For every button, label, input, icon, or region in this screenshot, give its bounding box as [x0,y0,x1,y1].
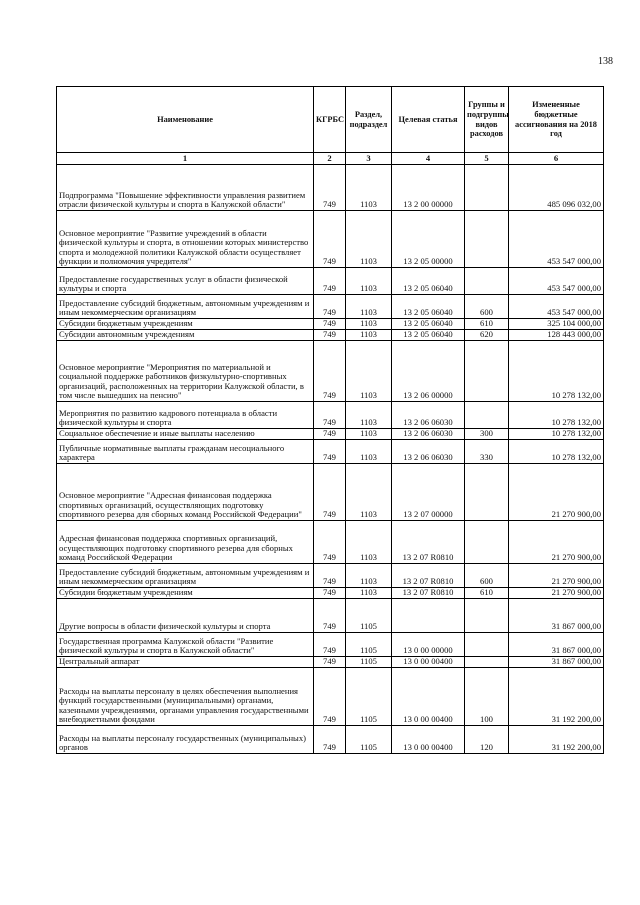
row-kgrbs: 749 [314,726,346,754]
table-row [57,440,604,464]
row-name: Мероприятия по развитию кадрового потенциала в области физической культуры и спорта [57,402,314,429]
column-index: 4 [392,153,465,165]
row-amount: 31 867 000,00 [509,633,604,657]
row-target-article: 13 2 05 06040 [392,319,465,330]
row-kgrbs: 749 [314,564,346,588]
row-name: Предоставление государственных услуг в области физической культуры и спорта [57,268,314,295]
row-kgrbs: 749 [314,211,346,268]
table-row [57,330,604,341]
row-target-article: 13 2 05 06040 [392,268,465,295]
table-row [57,319,604,330]
table-row [57,564,604,588]
row-expense-group [465,268,509,295]
row-expense-group [465,599,509,633]
row-target-article: 13 2 07 R0810 [392,521,465,564]
row-amount: 10 278 132,00 [509,429,604,440]
row-expense-group: 120 [465,726,509,754]
table-row [57,521,604,564]
budget-table [56,86,604,754]
row-kgrbs: 749 [314,319,346,330]
row-target-article: 13 0 00 00400 [392,726,465,754]
row-name: Расходы на выплаты персоналу в целях обеспечения выполнения функций государственными (муниципальными) органами, казенными учреждениями, органами управления государственными внебюджетными фондами [57,668,314,726]
row-expense-group [465,165,509,211]
row-target-article: 13 2 05 06040 [392,330,465,341]
row-target-article: 13 2 06 06030 [392,429,465,440]
row-expense-group [465,464,509,521]
header-section: Раздел, подраздел [346,87,392,153]
column-index: 6 [509,153,604,165]
row-amount: 10 278 132,00 [509,402,604,429]
row-name: Субсидии автономным учреждениям [57,330,314,341]
row-kgrbs: 749 [314,668,346,726]
row-section: 1103 [346,564,392,588]
row-section: 1103 [346,268,392,295]
row-amount: 453 547 000,00 [509,268,604,295]
row-amount: 128 443 000,00 [509,330,604,341]
row-name: Подпрограмма "Повышение эффективности управления развитием отрасли физической культуры и спорта в Калужской области" [57,165,314,211]
row-target-article: 13 2 07 R0810 [392,588,465,599]
row-target-article: 13 0 00 00000 [392,633,465,657]
row-amount: 31 867 000,00 [509,599,604,633]
row-amount: 21 270 900,00 [509,521,604,564]
row-kgrbs: 749 [314,165,346,211]
row-section: 1103 [346,464,392,521]
table-row [57,668,604,726]
column-index: 5 [465,153,509,165]
row-section: 1103 [346,440,392,464]
row-amount: 31 192 200,00 [509,726,604,754]
row-name: Центральный аппарат [57,657,314,668]
row-name: Основное мероприятие "Развитие учреждений в области физической культуры и спорта, в отношении которых министерство спорта и молодежной политики Калужской области осуществляет функции и полномочия учредителя" [57,211,314,268]
row-kgrbs: 749 [314,588,346,599]
row-kgrbs: 749 [314,341,346,402]
row-target-article: 13 2 06 06030 [392,402,465,429]
row-amount: 10 278 132,00 [509,341,604,402]
row-kgrbs: 749 [314,295,346,319]
table-row [57,464,604,521]
row-amount: 31 192 200,00 [509,668,604,726]
row-expense-group: 100 [465,668,509,726]
table-row [57,726,604,754]
row-section: 1105 [346,633,392,657]
row-name: Предоставление субсидий бюджетным, автономным учреждениям и иным некоммерческим организациям [57,564,314,588]
table-row [57,295,604,319]
page-number: 138 [598,56,613,67]
row-expense-group: 600 [465,295,509,319]
table-row [57,588,604,599]
row-name: Предоставление субсидий бюджетным, автономным учреждениям и иным некоммерческим организациям [57,295,314,319]
row-kgrbs: 749 [314,464,346,521]
row-target-article: 13 2 06 00000 [392,341,465,402]
header-amount: Измененные бюджетные ассигнования на 2018 год [509,87,604,153]
row-amount: 10 278 132,00 [509,440,604,464]
row-target-article: 13 2 05 06040 [392,295,465,319]
row-expense-group [465,633,509,657]
column-index-row [57,153,604,165]
row-name: Социальное обеспечение и иные выплаты населению [57,429,314,440]
row-name: Основное мероприятие "Адресная финансовая поддержка спортивных организаций, осуществляющих подготовку спортивного резерва для сборных команд Российской Федерации" [57,464,314,521]
row-target-article: 13 2 07 R0810 [392,564,465,588]
row-target-article: 13 2 06 06030 [392,440,465,464]
row-amount: 325 104 000,00 [509,319,604,330]
row-amount: 485 096 032,00 [509,165,604,211]
row-expense-group: 600 [465,564,509,588]
table-row [57,402,604,429]
row-kgrbs: 749 [314,657,346,668]
row-amount: 21 270 900,00 [509,464,604,521]
row-expense-group: 610 [465,319,509,330]
row-kgrbs: 749 [314,440,346,464]
table-row [57,599,604,633]
row-section: 1105 [346,657,392,668]
row-section: 1103 [346,211,392,268]
table-row [57,211,604,268]
row-kgrbs: 749 [314,633,346,657]
row-name: Расходы на выплаты персоналу государственных (муниципальных) органов [57,726,314,754]
row-section: 1103 [346,429,392,440]
row-name: Субсидии бюджетным учреждениям [57,588,314,599]
row-expense-group [465,521,509,564]
row-expense-group: 610 [465,588,509,599]
column-index: 1 [57,153,314,165]
row-target-article: 13 0 00 00400 [392,657,465,668]
row-kgrbs: 749 [314,429,346,440]
row-section: 1103 [346,295,392,319]
row-target-article: 13 2 00 00000 [392,165,465,211]
row-amount: 21 270 900,00 [509,588,604,599]
row-target-article: 13 2 05 00000 [392,211,465,268]
row-amount: 21 270 900,00 [509,564,604,588]
row-section: 1105 [346,599,392,633]
row-name: Адресная финансовая поддержка спортивных организаций, осуществляющих подготовку спортивного резерва для сборных команд Российской Федерации [57,521,314,564]
row-expense-group [465,341,509,402]
header-target: Целевая статья [392,87,465,153]
row-section: 1103 [346,402,392,429]
table-row [57,165,604,211]
row-expense-group [465,657,509,668]
row-target-article: 13 2 07 00000 [392,464,465,521]
row-section: 1103 [346,588,392,599]
row-section: 1103 [346,341,392,402]
row-expense-group [465,211,509,268]
row-section: 1105 [346,668,392,726]
column-index: 3 [346,153,392,165]
row-kgrbs: 749 [314,521,346,564]
row-name: Основное мероприятие "Мероприятия по материальной и социальной поддержке работников физкультурно-спортивных организаций, расположенных на территории Калужской области, в том числе вышедших на пенсию" [57,341,314,402]
table-header-row [57,87,604,153]
row-target-article [392,599,465,633]
row-amount: 31 867 000,00 [509,657,604,668]
table-row [57,429,604,440]
row-name: Государственная программа Калужской области "Развитие физической культуры и спорта в Калужской области" [57,633,314,657]
table-row [57,341,604,402]
row-expense-group [465,402,509,429]
row-name: Другие вопросы в области физической культуры и спорта [57,599,314,633]
table-row [57,633,604,657]
row-kgrbs: 749 [314,330,346,341]
row-kgrbs: 749 [314,402,346,429]
row-kgrbs: 749 [314,599,346,633]
row-section: 1103 [346,165,392,211]
header-group: Группы и подгруппы видов расходов [465,87,509,153]
row-name: Субсидии бюджетным учреждениям [57,319,314,330]
row-section: 1103 [346,319,392,330]
row-section: 1103 [346,521,392,564]
row-expense-group: 330 [465,440,509,464]
table-row [57,657,604,668]
header-name: Наименование [57,87,314,153]
row-amount: 453 547 000,00 [509,295,604,319]
row-section: 1105 [346,726,392,754]
row-expense-group: 620 [465,330,509,341]
row-section: 1103 [346,330,392,341]
row-expense-group: 300 [465,429,509,440]
row-amount: 453 547 000,00 [509,211,604,268]
row-target-article: 13 0 00 00400 [392,668,465,726]
row-kgrbs: 749 [314,268,346,295]
row-name: Публичные нормативные выплаты гражданам несоциального характера [57,440,314,464]
column-index: 2 [314,153,346,165]
table-row [57,268,604,295]
header-kgrbs: КГРБС [314,87,346,153]
